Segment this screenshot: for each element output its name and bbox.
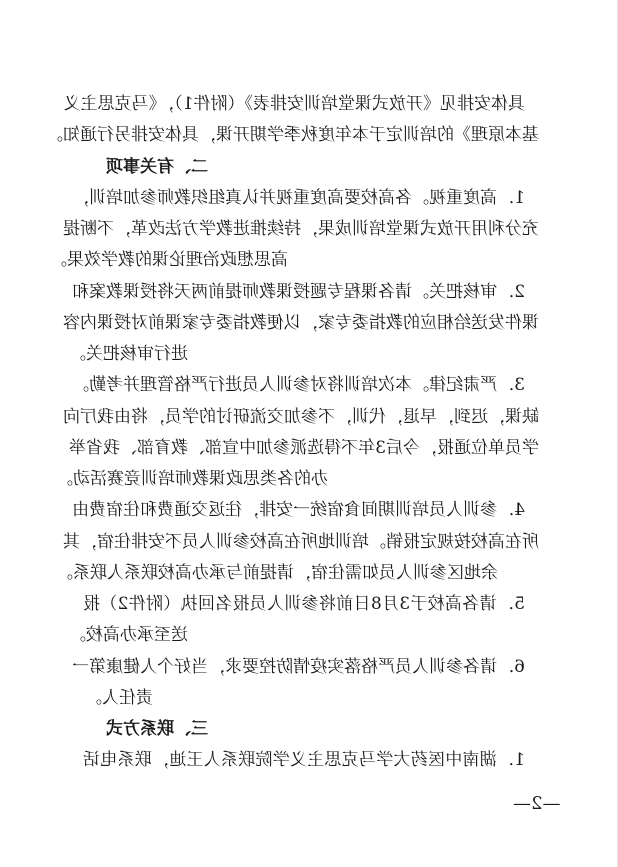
section-heading: 三、联系方式 — [106, 719, 208, 739]
body-line: 学员单位通报，今后3年不得选派参加中宣部、教育部、我省举 — [69, 438, 539, 458]
body-line: 4．参训人员培训期间食宿统一安排，往返交通费和住宿费由 — [72, 500, 525, 520]
body-line: 课件发送给相应的教指委专家，以便教指委专家课前对授课内容 — [63, 313, 539, 333]
body-line: 2．审核把关。请各课程专题授课教师提前两天将授课教案和 — [72, 282, 525, 302]
body-line: 1．高度重视。各高校要高度重视并认真组织教师参加培训， — [72, 188, 525, 208]
body-line: 1．湖南中医药大学马克思主义学院联系人王迪，联系电话 — [83, 750, 525, 770]
body-line: 余地区参训人员如需住宿，请提前与承办高校联系人联系。 — [56, 563, 498, 583]
body-line: 责任人。 — [85, 688, 153, 708]
section-heading: 二、有关事项 — [106, 157, 208, 177]
body-line: 进行审核把关。 — [69, 344, 188, 364]
page-number: —2— — [513, 793, 561, 814]
body-line: 缺课，迟到，早退，代训，不参加交流研讨的学员，将由我厅向 — [63, 407, 539, 427]
body-line: 充分利用开放式课堂培训成果，持续推进教学方法改革，不断提 — [63, 219, 539, 239]
body-line: 送至承办高校。 — [69, 625, 188, 645]
body-line: 高思想政治理论课的教学效果。 — [50, 250, 288, 270]
body-line: 基本原理》的培训定于本年度秋季学期开课，具体安排另行通知。 — [46, 125, 539, 145]
body-line: 5．请各高校于3月8日前将参训人员报名回执（附件2）报 — [83, 594, 525, 614]
body-line: 3．严肃纪律。本次培训将对参训人员进行严格管理并考勤。 — [72, 375, 525, 395]
body-line: 所在高校按规定报销。培训地所在高校参训人员不安排住宿，其 — [63, 532, 539, 552]
body-line: 办的各类思政课教师培训竞赛活动。 — [56, 469, 328, 489]
body-line: 具体安排见《开放式课堂培训安排表》（附件1），《马克思主义 — [63, 94, 525, 114]
body-line: 6．请各参训人员严格落实疫情防控要求，当好个人健康第一 — [72, 657, 525, 677]
